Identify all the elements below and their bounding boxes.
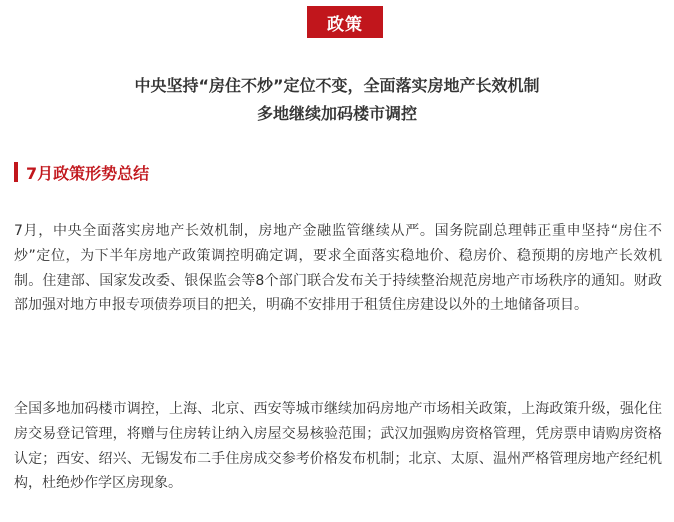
headline-line-1: 中央坚持“房住不炒”定位不变，全面落实房地产长效机制 <box>134 76 540 95</box>
paragraph-local-regulation: 全国多地加码楼市调控，上海、北京、西安等城市继续加码房地产市场相关政策，上海政策升级，强化住房交易登记管理，将赠与住房转让纳入房屋交易核验范围；武汉加强购房资格管理，凭房票申请购房资格认定；西安、绍兴、无锡发布二手住房成交参考价格发布机制；北京、太原、温州严格管理房地产经纪机构，杜绝炒作学区房现象。 <box>14 401 662 492</box>
section-accent-bar <box>14 162 18 182</box>
headline-line-2: 多地继续加码楼市调控 <box>256 104 417 123</box>
section-title: 7月政策形势总结 <box>26 163 150 183</box>
paragraph-policy-summary: 7月，中央全面落实房地产长效机制，房地产金融监管继续从严。国务院副总理韩正重申坚持“房住不炒”定位，为下半年房地产政策调控明确定调，要求全面落实稳地价、稳房价、稳预期的房地产长效机制。住建部、国家发改委、银保监会等8个部门联合发布关于持续整治规范房地产市场秩序的通知。财政部加强对地方申报专项债券项目的把关，明确不安排用于租赁住房建设以外的土地储备项目。 <box>14 223 662 314</box>
section-heading <box>14 161 149 183</box>
category-badge: 政策 <box>307 6 383 38</box>
